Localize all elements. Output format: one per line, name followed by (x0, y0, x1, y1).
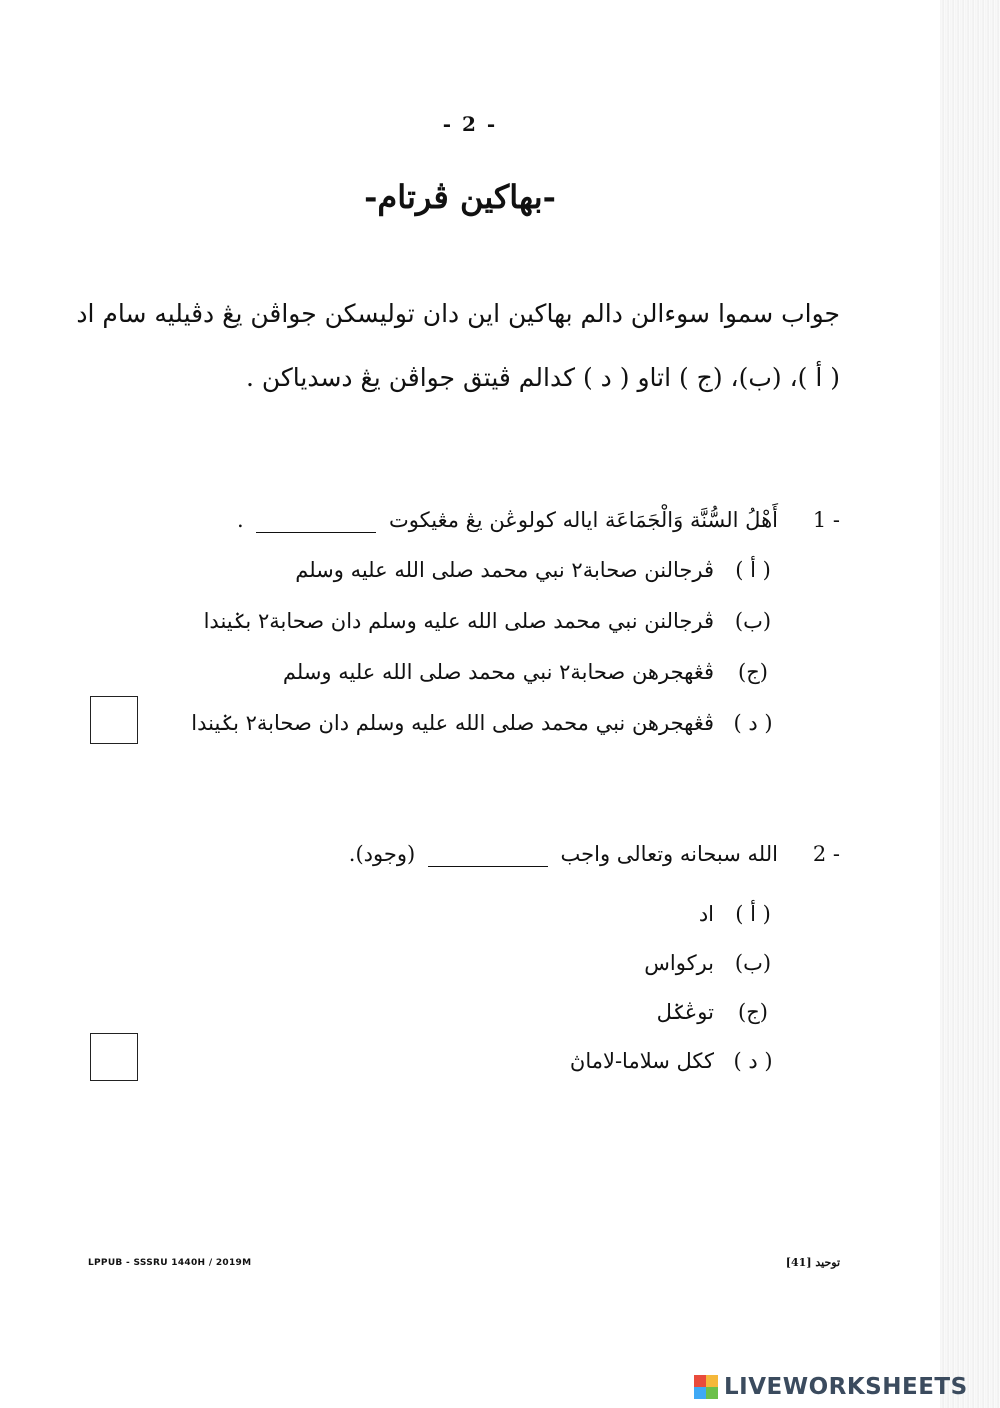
option-text: ڤرجالنن صحابة٢ نبي محمد صلى الله عليه وسلم (295, 558, 714, 582)
question-2-number: 2 - (812, 842, 840, 866)
question-1-options (80, 546, 840, 750)
section-title: -بهاكين ڤرتام- (364, 178, 556, 216)
footer-exam-code: LPPUB - SSSRU 1440H / 2019M (88, 1258, 252, 1268)
question-2-option-b (80, 939, 840, 988)
question-1-option-a (80, 546, 840, 597)
question-1-stem (80, 500, 840, 540)
page-number: - 2 - (442, 112, 498, 136)
liveworksheets-watermark (694, 1372, 968, 1402)
footer-subject-code: توحيد [41] (785, 1256, 840, 1269)
option-text: ڤرجالنن نبي محمد صلى الله عليه وسلم دان صحابة٢ بݢيندا (203, 609, 714, 633)
option-label: (ب) (734, 609, 772, 633)
question-2 (80, 834, 840, 1086)
option-label: (ب) (734, 951, 772, 975)
option-text: ڤڠهجرهن صحابة٢ نبي محمد صلى الله عليه وسلم (282, 660, 714, 684)
option-text: اد (698, 902, 714, 926)
option-label: ( د ) (733, 711, 773, 735)
option-label: ( أ ) (735, 558, 771, 582)
question-1-option-d (80, 699, 840, 750)
logo-square-icon (694, 1387, 706, 1399)
instructions (76, 282, 840, 410)
question-1-number: 1 - (812, 508, 840, 532)
question-1-text (237, 500, 778, 540)
question-1 (80, 500, 840, 750)
option-label: ( أ ) (735, 902, 771, 926)
question-2-stem (80, 834, 840, 874)
question-1-option-c (80, 648, 840, 699)
option-text: توڠݢل (656, 1000, 714, 1024)
instructions-line-1: جواب سموا سوءالن دالم بهاکين اين دان توليسکن جواڤن يڠ دڤيليه سام اد (76, 299, 840, 328)
question-2-answer-box[interactable] (90, 1033, 138, 1081)
option-text: ڤڠهجرهن نبي محمد صلى الله عليه وسلم دان صحابة٢ بݢيندا (191, 711, 714, 735)
option-label: (ج) (738, 660, 768, 684)
question-1-stem-after: . (236, 508, 244, 532)
instructions-line-2: ( أ )، (ب)، (ج ) اتاو ( د ) كدالم ڤيتق جواڤن يڠ دسدياكن . (245, 363, 840, 392)
option-label: (ج) (738, 1000, 768, 1024)
logo-square-icon (706, 1387, 718, 1399)
question-2-option-c (80, 988, 840, 1037)
option-text: ککل سلاما-لاماڽ (569, 1049, 714, 1073)
scan-edge-noise (940, 0, 1000, 1408)
question-2-stem-after: (وجود). (348, 842, 416, 866)
question-1-stem-before: أَهْلُ السُّنَّة وَالْجَمَاعَة اياله كولوڠن يڠ مڠيكوت (389, 508, 778, 532)
question-2-options (80, 890, 840, 1086)
question-1-option-b (80, 597, 840, 648)
logo-square-icon (706, 1375, 718, 1387)
option-text: برکواس (644, 951, 714, 975)
question-2-stem-before: الله سبحانه وتعالى واجب (560, 842, 778, 866)
question-2-blank (428, 844, 548, 867)
option-label: ( د ) (733, 1049, 773, 1073)
question-1-blank (256, 510, 376, 533)
watermark-text: LIVEWORKSHEETS (724, 1374, 968, 1400)
question-2-option-d (80, 1037, 840, 1086)
question-2-option-a (80, 890, 840, 939)
question-1-answer-box[interactable] (90, 696, 138, 744)
logo-square-icon (694, 1375, 706, 1387)
question-2-text (349, 834, 778, 874)
liveworksheets-logo-icon (694, 1375, 718, 1399)
